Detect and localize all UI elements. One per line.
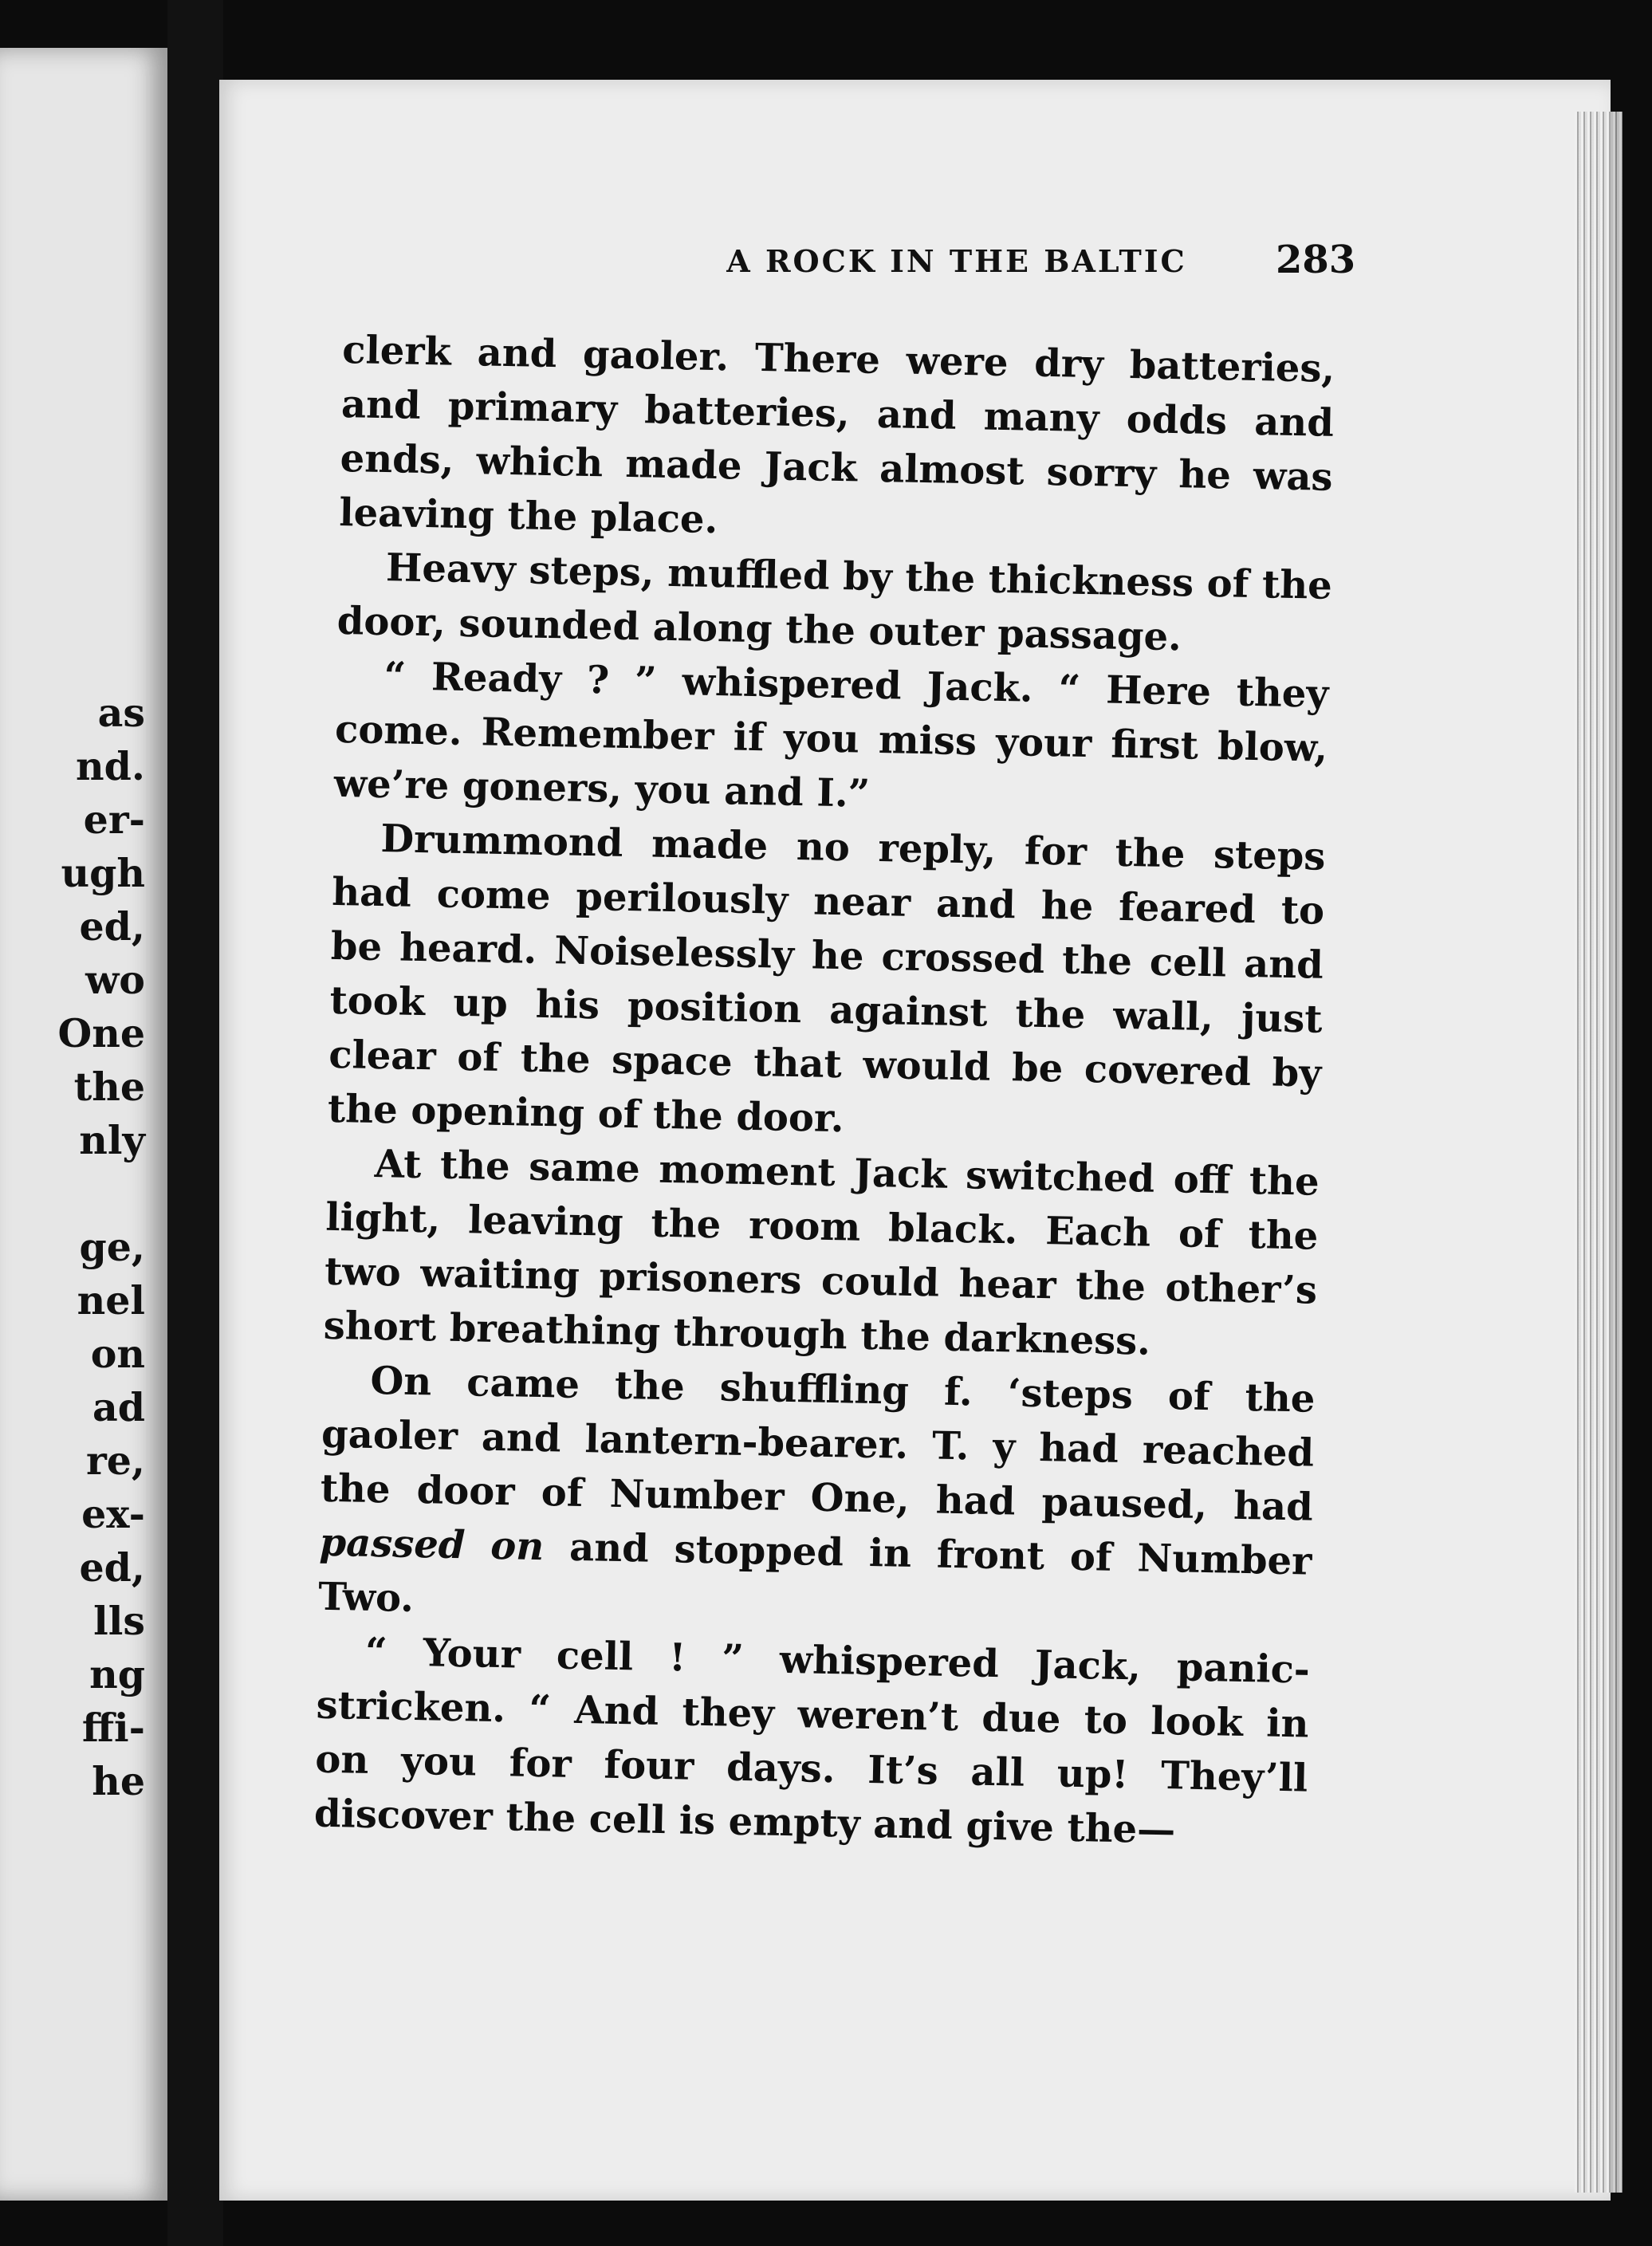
left-page-fragment: ng — [89, 1651, 145, 1697]
text-line: clerk and gaoler. There were dry batteries, — [341, 327, 1335, 391]
left-page-fragment: wo — [85, 957, 145, 1003]
text-line: two waiting prisoners could hear the other’s — [324, 1249, 1318, 1313]
book-gutter — [167, 0, 223, 2246]
left-page-fragment: ed, — [79, 1544, 145, 1591]
text-line: leaving the place. — [338, 490, 718, 543]
text-line: stricken. “ And they weren’t due to look in — [316, 1682, 1310, 1747]
text-line: On came the shuffling f. ‘steps of the — [369, 1358, 1316, 1422]
page-number: 283 — [1276, 238, 1356, 282]
text-line: on you for four days. It’s all up! They’ll — [314, 1737, 1308, 1801]
left-page-fragment: as — [97, 690, 145, 736]
text-line: be heard. Noiselessly he crossed the cell and — [330, 923, 1324, 988]
text-line-rest: and stopped in front of Number — [568, 1524, 1312, 1584]
left-page-fragment: ed, — [79, 903, 145, 950]
left-page-fragment: ad — [92, 1384, 145, 1430]
body-text — [313, 323, 1335, 1860]
text-line: clear of the space that would be covered by — [328, 1032, 1322, 1096]
text-line: and primary batteries, and many odds and — [340, 381, 1335, 446]
left-page-fragment: ex- — [81, 1491, 145, 1537]
text-line: Heavy steps, muffled by the thickness of the — [385, 545, 1333, 608]
left-page-fragment: ge, — [79, 1224, 145, 1270]
left-page-fragment: ugh — [61, 850, 145, 896]
text-line: took up his position against the wall, just — [329, 977, 1323, 1042]
left-page-fragment: nel — [77, 1277, 145, 1324]
facing-page-left — [0, 48, 167, 2201]
text-line: discover the cell is empty and give the— — [313, 1791, 1176, 1853]
left-page-fragment: er- — [83, 797, 145, 843]
text-line: we’re goners, you and I.” — [333, 761, 871, 816]
left-page-fragment: re, — [85, 1438, 145, 1484]
text-line: come. Remember if you miss your first blow, — [334, 706, 1328, 771]
left-page-fragment: he — [92, 1758, 145, 1804]
left-page-fragment: nd. — [76, 743, 145, 789]
running-head: A ROCK IN THE BALTIC — [726, 243, 1187, 279]
text-line: ends, which made Jack almost sorry he was — [340, 435, 1334, 500]
text-line: “ Ready ? ” whispered Jack. “ Here they — [383, 654, 1329, 717]
text-line: had come perilously near and he feared to — [331, 869, 1325, 934]
text-line: door, sounded along the outer passage. — [336, 598, 1182, 660]
left-page-fragment: the — [73, 1064, 145, 1110]
text-line: gaoler and lantern-bearer. T. y had reached — [321, 1411, 1315, 1476]
text-line: “ Your cell ! ” whispered Jack, panic- — [364, 1629, 1311, 1693]
text-line: light, leaving the room black. Each of the — [324, 1194, 1319, 1259]
text-line: the door of Number One, had paused, had — [320, 1465, 1314, 1530]
left-page-fragment: lls — [93, 1598, 145, 1644]
left-page-fragment: ffi- — [81, 1705, 145, 1751]
left-page-fragment: One — [57, 1010, 145, 1056]
page-edge-stack — [1575, 112, 1622, 2193]
italic-phrase: passed on — [319, 1520, 545, 1570]
left-page-fragment: nly — [79, 1117, 145, 1163]
text-line: short breathing through the darkness. — [323, 1303, 1151, 1364]
text-line: the opening of the door. — [327, 1086, 845, 1142]
left-page-fragment: on — [90, 1331, 145, 1377]
text-line: At the same moment Jack switched off the — [374, 1141, 1320, 1205]
text-line: Drummond made no reply, for the steps — [380, 816, 1326, 879]
text-line: Two. — [317, 1574, 415, 1621]
